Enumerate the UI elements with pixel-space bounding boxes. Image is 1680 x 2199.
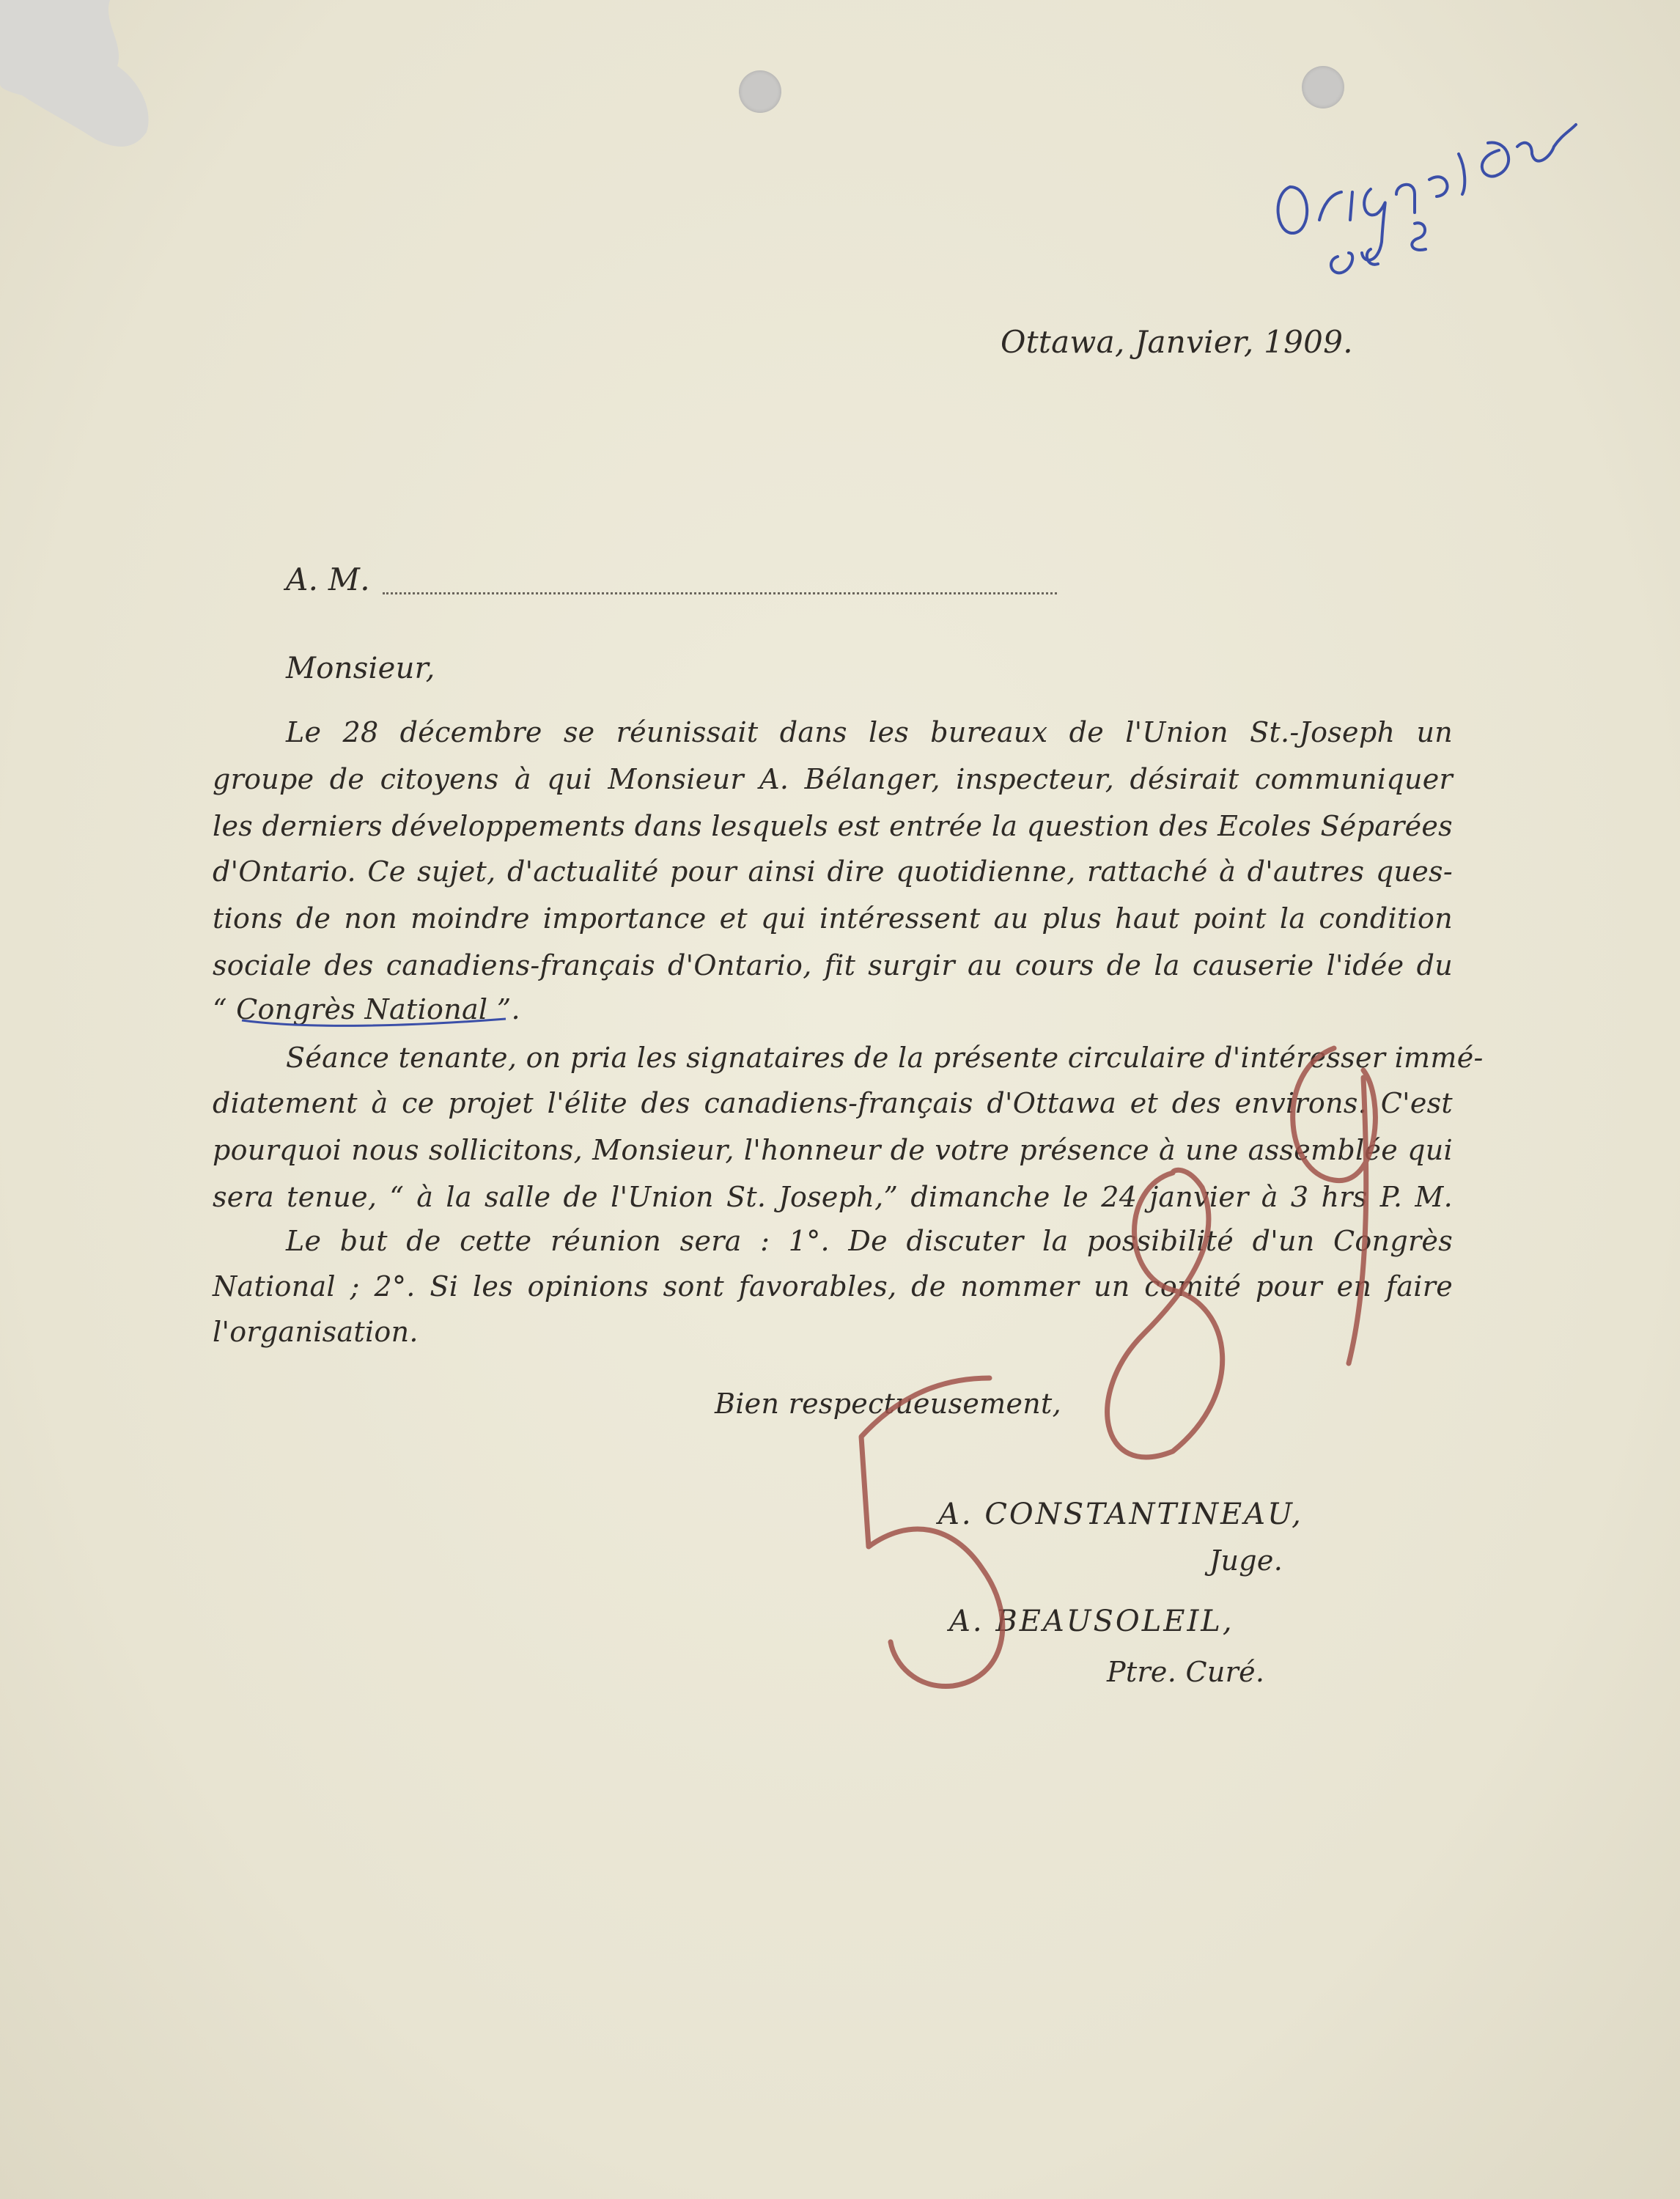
closing: Bien respectueusement, xyxy=(715,1388,1062,1420)
salutation: Monsieur, xyxy=(286,652,435,685)
body-line: sera tenue, “ à la salle de l'Union St. Joseph,” dimanche le 24 janvier à 3 hrs P. M. xyxy=(213,1181,1453,1213)
body-line: d'Ontario. Ce sujet, d'actualité pour ainsi dire quotidienne, rattaché à d'autres ques- xyxy=(213,855,1453,888)
addressee-blank-line xyxy=(383,592,1057,594)
signatory-title: Juge. xyxy=(1209,1544,1283,1577)
ink-handwriting xyxy=(1278,125,1576,273)
addressee-prefix: A. M. xyxy=(286,561,370,597)
body-line: sociale des canadiens-français d'Ontario, fit surgir au cours de la causerie l'idée du xyxy=(213,949,1453,981)
body-line: “ Congrès National ”. xyxy=(213,993,520,1025)
signatory-name: A. CONSTANTINEAU, xyxy=(938,1498,1303,1531)
body-line: National ; 2°. Si les opinions sont favorables, de nommer un comité pour en faire xyxy=(213,1270,1453,1303)
body-line: tions de non moindre importance et qui intéressent au plus haut point la condition xyxy=(213,902,1453,935)
signatory-title: Ptre. Curé. xyxy=(1107,1656,1265,1688)
body-line: diatement à ce projet l'élite des canadiens-français d'Ottawa et des environs. C'est xyxy=(213,1087,1453,1119)
body-line: les derniers développements dans lesquels est entrée la question des Ecoles Séparées xyxy=(213,810,1453,842)
date-line: Ottawa, Janvier, 1909. xyxy=(1001,324,1353,360)
body-line: groupe de citoyens à qui Monsieur A. Bélanger, inspecteur, désirait communiquer xyxy=(213,763,1453,795)
torn-corner xyxy=(0,0,191,191)
body-line: l'organisation. xyxy=(213,1316,419,1348)
body-line: Le 28 décembre se réunissait dans les bureaux de l'Union St.-Joseph un xyxy=(286,716,1453,748)
body-line: Séance tenante, on pria les signataires de la présente circulaire d'intéresser immé- xyxy=(286,1042,1484,1074)
signatory-name: A. BEAUSOLEIL, xyxy=(949,1605,1234,1638)
punch-hole-left xyxy=(739,70,781,113)
punch-hole-right xyxy=(1302,66,1344,108)
body-line: Le but de cette réunion sera : 1°. De discuter la possibilité d'un Congrès xyxy=(286,1225,1453,1257)
body-line: pourquoi nous sollicitons, Monsieur, l'honneur de votre présence à une assemblée qui xyxy=(213,1134,1453,1166)
